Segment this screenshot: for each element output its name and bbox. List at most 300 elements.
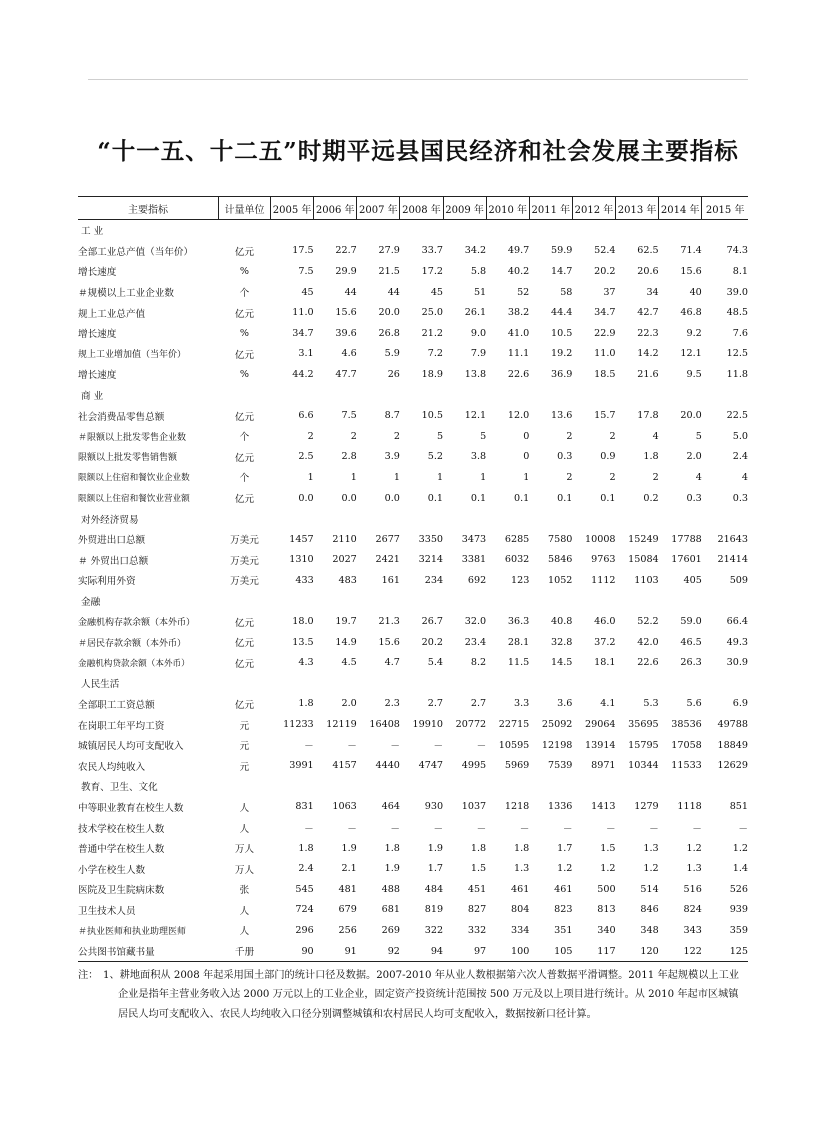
value-cell: 49.3 — [726, 636, 748, 648]
value-cell: 26.1 — [464, 307, 487, 319]
value-cell: － — [692, 823, 702, 835]
value-cell: 25.0 — [421, 307, 444, 319]
value-cell: － — [649, 823, 659, 835]
value-cell: 5846 — [548, 554, 573, 566]
value-cell — [443, 591, 486, 612]
value-cell: 7.2 — [427, 348, 444, 360]
indicator-name: 小学在校生人数 — [78, 864, 146, 876]
value-cell: 15795 — [628, 739, 659, 751]
value-cell: 2.0 — [686, 451, 702, 463]
value-cell: 5.6 — [686, 698, 702, 710]
value-cell: 44.4 — [551, 307, 573, 319]
value-cell — [659, 591, 702, 612]
value-cell: 17.5 — [292, 245, 314, 257]
value-cell: 120 — [616, 941, 659, 962]
value-cell: 11.0 — [594, 348, 616, 360]
value-cell: 52.2 — [637, 616, 659, 628]
value-cell: 9.5 — [686, 368, 702, 380]
column-header: 计量单位 — [218, 197, 270, 220]
value-cell: 464 — [381, 801, 400, 813]
value-cell — [314, 220, 357, 241]
value-cell — [443, 673, 486, 694]
value-cell: 7.5 — [298, 265, 314, 277]
value-cell: 831 — [295, 801, 314, 813]
value-cell: 4747 — [418, 760, 444, 772]
value-cell: 30.9 — [726, 657, 748, 669]
value-cell: 15249 — [628, 533, 659, 545]
value-cell: 1037 — [461, 801, 487, 813]
value-cell — [486, 508, 529, 529]
value-cell: 2 — [393, 430, 400, 442]
value-cell: 46.8 — [680, 307, 702, 319]
value-cell: 17058 — [671, 739, 702, 751]
value-cell: 34 — [646, 286, 659, 298]
value-cell: － — [562, 823, 573, 835]
footnote — [78, 966, 748, 1024]
value-cell: － — [476, 741, 487, 753]
value-cell: 10.5 — [421, 410, 444, 422]
value-cell: 26.8 — [378, 327, 400, 339]
unit-cell: 人 — [239, 905, 250, 917]
indicator-name: ＃ 外贸出口总额 — [78, 555, 149, 567]
value-cell: 7539 — [548, 760, 573, 772]
value-cell: 32.8 — [551, 636, 573, 648]
value-cell: 804 — [510, 904, 530, 916]
value-cell: 15.7 — [594, 410, 616, 422]
indicator-name: ＃规模以上工业企业数 — [78, 288, 174, 300]
value-cell: 1.5 — [600, 842, 616, 854]
value-cell: 322 — [424, 924, 444, 936]
value-cell: 74.3 — [726, 245, 748, 257]
unit-cell: 亿元 — [234, 349, 255, 361]
value-cell — [314, 385, 357, 406]
value-cell: 9763 — [591, 554, 616, 566]
header-rule — [88, 79, 748, 80]
value-cell: 2 — [566, 471, 573, 483]
value-cell: 15084 — [628, 554, 659, 566]
value-cell: 4995 — [461, 760, 487, 772]
value-cell: 9.0 — [470, 327, 487, 339]
indicator-name: 限额以上批发零售销售额 — [78, 453, 178, 464]
value-cell: 12198 — [541, 739, 573, 751]
value-cell: 51 — [473, 286, 487, 298]
value-cell: 18.1 — [594, 657, 616, 669]
value-cell: 2 — [609, 471, 616, 483]
value-cell: 1.8 — [514, 842, 530, 854]
value-cell — [572, 220, 615, 241]
value-cell — [702, 385, 748, 406]
value-cell: 42.7 — [637, 307, 659, 319]
value-cell: 59.9 — [551, 245, 573, 257]
value-cell: 10595 — [498, 739, 530, 751]
value-cell: 4 — [741, 471, 748, 483]
indicator-name: 城镇居民人均可支配收入 — [78, 741, 184, 753]
indicator-name: 人民生活 — [81, 679, 120, 691]
value-cell: 724 — [295, 904, 314, 916]
value-cell: 939 — [729, 904, 748, 916]
value-cell: 37 — [603, 286, 616, 298]
unit-cell — [218, 508, 270, 529]
value-cell: 0.0 — [384, 492, 400, 504]
unit-cell: 万美元 — [230, 535, 259, 547]
column-header: 2015 年 — [702, 197, 748, 220]
value-cell: 3.3 — [514, 698, 530, 710]
indicator-name: 金融机构存款余额（本外币） — [78, 618, 196, 629]
section-header-row — [78, 591, 748, 612]
value-cell: 2110 — [332, 533, 357, 545]
value-cell: 19.7 — [335, 616, 357, 628]
value-cell: 7580 — [548, 533, 573, 545]
value-cell: 21643 — [717, 533, 748, 545]
value-cell: 461 — [554, 883, 573, 895]
value-cell: 22.5 — [726, 410, 748, 422]
value-cell: 41.0 — [507, 327, 530, 339]
value-cell: 48.5 — [726, 307, 748, 319]
value-cell: 17601 — [671, 554, 702, 566]
value-cell: 1 — [350, 471, 357, 483]
value-cell: 351 — [554, 924, 573, 936]
value-cell: 34.7 — [594, 307, 616, 319]
value-cell: 45 — [301, 286, 314, 298]
value-cell: 117 — [572, 941, 615, 962]
unit-cell: 个 — [239, 473, 250, 485]
indicator-name: 实际利用外资 — [78, 576, 136, 588]
value-cell: － — [605, 823, 616, 835]
value-cell — [659, 385, 702, 406]
value-cell: 0.9 — [600, 451, 616, 463]
unit-cell: 张 — [239, 885, 250, 897]
indicator-name: 增长速度 — [78, 329, 117, 341]
unit-cell: % — [239, 368, 250, 380]
value-cell: 0.0 — [341, 492, 357, 504]
value-cell — [659, 508, 702, 529]
section-header-row — [78, 508, 748, 529]
value-cell — [400, 673, 443, 694]
value-cell — [314, 508, 357, 529]
value-cell: 484 — [424, 883, 444, 895]
value-cell: 340 — [597, 924, 616, 936]
value-cell: 44 — [344, 286, 357, 298]
unit-cell: 亿元 — [234, 494, 255, 506]
table-row — [78, 735, 748, 756]
value-cell: 0.1 — [470, 492, 487, 504]
footnote-text: 1、耕地面积从 2008 年起采用国土部门的统计口径及数据。2007-2010 年从业人数根据第六次人普数据平滑调整。2011 年起规模以上工业企业是指年主营业务收入达 2000 万元以上的工业企业，固定资产投资统计范围按 500 万元及以上项目进行统计。从 2010 年起市区城镇居民人均可支配收入、农民人均纯收入口径分别调整城镇和农村居民人均可支配收入，数据按新口径计算。 — [103, 970, 739, 1020]
value-cell: 20.0 — [680, 410, 702, 422]
value-cell: 49.7 — [507, 245, 530, 257]
table-row — [78, 714, 748, 735]
value-cell: 1.9 — [384, 863, 400, 875]
value-cell: 34.2 — [464, 245, 487, 257]
value-cell: 488 — [381, 883, 400, 895]
value-cell: 359 — [729, 924, 748, 936]
value-cell — [357, 591, 400, 612]
value-cell — [572, 776, 615, 797]
table-row — [78, 364, 748, 385]
value-cell — [616, 220, 659, 241]
value-cell: 18.0 — [292, 616, 314, 628]
indicator-name: 增长速度 — [78, 267, 117, 279]
value-cell: 1063 — [332, 801, 357, 813]
value-cell: 22.6 — [507, 368, 530, 380]
value-cell: 38.2 — [507, 307, 530, 319]
value-cell — [271, 508, 314, 529]
indicator-name: 中等职业教育在校生人数 — [78, 802, 184, 814]
value-cell: 22715 — [498, 719, 530, 731]
value-cell — [659, 776, 702, 797]
value-cell: 692 — [467, 574, 487, 586]
table-row — [78, 838, 748, 859]
value-cell: 20772 — [455, 719, 487, 731]
value-cell — [529, 220, 572, 241]
indicator-name: 卫生技术人员 — [78, 905, 136, 917]
unit-cell: 亿元 — [234, 658, 255, 670]
column-header: 2007 年 — [357, 197, 400, 220]
value-cell: 3.1 — [298, 348, 314, 360]
value-cell: 269 — [381, 924, 400, 936]
indicator-name: 公共图书馆藏书量 — [78, 941, 218, 962]
value-cell: 930 — [424, 801, 444, 813]
value-cell: 6.6 — [298, 410, 314, 422]
section-header-row — [78, 220, 748, 241]
value-cell — [357, 508, 400, 529]
value-cell: 5 — [436, 430, 444, 442]
value-cell: 12629 — [717, 760, 748, 772]
value-cell: 1.3 — [643, 842, 659, 854]
table-row — [78, 570, 748, 591]
table-row — [78, 858, 748, 879]
value-cell — [572, 591, 615, 612]
value-cell — [659, 220, 702, 241]
column-header: 2010 年 — [486, 197, 529, 220]
value-cell: － — [347, 741, 357, 753]
indicator-name: 规上工业总产值 — [78, 308, 146, 320]
table-row — [78, 323, 748, 344]
value-cell: 40.8 — [551, 616, 573, 628]
column-header: 2014 年 — [659, 197, 702, 220]
table-row — [78, 488, 748, 509]
value-cell: 36.9 — [551, 368, 573, 380]
value-cell: 846 — [640, 904, 659, 916]
value-cell: － — [738, 823, 748, 835]
value-cell: 509 — [729, 574, 748, 586]
value-cell: 15.6 — [680, 265, 702, 277]
value-cell: 91 — [314, 941, 357, 962]
value-cell: 22.7 — [335, 245, 357, 257]
value-cell — [357, 673, 400, 694]
value-cell: 32.0 — [464, 616, 487, 628]
value-cell: 105 — [529, 941, 572, 962]
value-cell: 5.8 — [470, 265, 487, 277]
value-cell: 20.6 — [637, 265, 659, 277]
value-cell — [400, 508, 443, 529]
value-cell: － — [347, 823, 357, 835]
value-cell: 2421 — [375, 554, 400, 566]
value-cell: 1.9 — [427, 842, 444, 854]
value-cell — [314, 776, 357, 797]
value-cell: 3473 — [461, 533, 487, 545]
value-cell: 1.2 — [686, 842, 702, 854]
value-cell: 2.3 — [384, 698, 400, 710]
value-cell: 824 — [683, 904, 702, 916]
value-cell: 451 — [467, 883, 487, 895]
value-cell — [486, 220, 529, 241]
value-cell: 11533 — [671, 760, 702, 772]
value-cell: 296 — [295, 924, 314, 936]
value-cell: 18.5 — [594, 368, 616, 380]
value-cell: 90 — [271, 941, 314, 962]
value-cell — [572, 385, 615, 406]
value-cell: 2 — [609, 430, 616, 442]
value-cell: 11.0 — [292, 307, 314, 319]
value-cell: 461 — [510, 883, 530, 895]
value-cell: 13914 — [585, 739, 616, 751]
value-cell: 21414 — [717, 554, 748, 566]
value-cell: 8.7 — [384, 410, 400, 422]
value-cell: 3.8 — [470, 451, 487, 463]
value-cell: 3350 — [418, 533, 444, 545]
value-cell — [443, 508, 486, 529]
value-cell: － — [390, 741, 400, 753]
value-cell: 2.7 — [470, 698, 487, 710]
indicator-name: 商 业 — [81, 391, 104, 403]
value-cell: 71.4 — [680, 245, 702, 257]
table-row — [78, 282, 748, 303]
page-title: “十一五、十二五”时期平远县国民经济和社会发展主要指标 — [97, 137, 739, 165]
indicator-name: ＃限额以上批发零售企业数 — [78, 432, 187, 443]
value-cell: 1.5 — [470, 863, 487, 875]
table-row — [78, 550, 748, 571]
value-cell: 16408 — [369, 719, 400, 731]
value-cell: 21.6 — [637, 368, 659, 380]
value-cell: 28.1 — [507, 636, 530, 648]
column-header: 2005 年 — [271, 197, 314, 220]
value-cell: 405 — [683, 574, 702, 586]
unit-cell: 个 — [239, 432, 250, 444]
value-cell — [529, 508, 572, 529]
value-cell — [702, 776, 748, 797]
value-cell: 36.3 — [507, 616, 530, 628]
value-cell: 21.3 — [378, 616, 400, 628]
unit-cell: 亿元 — [234, 308, 255, 320]
value-cell — [572, 508, 615, 529]
value-cell: 5.4 — [427, 657, 444, 669]
unit-cell: 万美元 — [230, 555, 259, 567]
value-cell — [616, 776, 659, 797]
value-cell — [486, 673, 529, 694]
value-cell — [443, 385, 486, 406]
value-cell: 19.2 — [551, 348, 573, 360]
value-cell: 26.7 — [421, 616, 444, 628]
value-cell — [529, 673, 572, 694]
value-cell: 17.8 — [637, 410, 659, 422]
value-cell: 40 — [689, 286, 702, 298]
value-cell: 59.0 — [680, 616, 702, 628]
value-cell — [271, 591, 314, 612]
value-cell: 2.4 — [732, 451, 748, 463]
indicator-name: 普通中学在校生人数 — [78, 844, 165, 856]
table-header-row — [78, 197, 748, 220]
value-cell — [271, 776, 314, 797]
table-row — [78, 447, 748, 468]
value-cell: 5.3 — [643, 698, 659, 710]
indicator-name: ＃居民存款余额（本外币） — [78, 638, 187, 649]
value-cell: 4.7 — [384, 657, 400, 669]
value-cell: 1.8 — [470, 842, 487, 854]
value-cell: 14.5 — [551, 657, 573, 669]
value-cell: 813 — [597, 904, 616, 916]
value-cell: 49788 — [717, 719, 748, 731]
value-cell: 14.2 — [637, 348, 659, 360]
value-cell: 23.4 — [464, 636, 487, 648]
value-cell — [529, 591, 572, 612]
value-cell: 12.0 — [507, 410, 530, 422]
value-cell: 18849 — [717, 739, 748, 751]
value-cell: 526 — [729, 883, 748, 895]
value-cell — [616, 385, 659, 406]
value-cell: 2.7 — [427, 698, 444, 710]
value-cell — [616, 673, 659, 694]
value-cell: 44.2 — [292, 368, 314, 380]
value-cell: 21.5 — [378, 265, 400, 277]
value-cell: － — [519, 823, 530, 835]
value-cell: 500 — [597, 883, 616, 895]
indicator-name: 农民人均纯收入 — [78, 761, 146, 773]
value-cell: 2.0 — [341, 698, 357, 710]
value-cell: 2.5 — [298, 451, 314, 463]
value-cell: 52.4 — [594, 245, 616, 257]
value-cell: 5.0 — [732, 430, 748, 442]
value-cell: 1.7 — [557, 842, 573, 854]
value-cell: 19910 — [412, 719, 444, 731]
value-cell: 334 — [510, 924, 530, 936]
value-cell: 1.2 — [643, 863, 659, 875]
value-cell: 4 — [652, 430, 659, 442]
value-cell: 332 — [467, 924, 487, 936]
indicators-table — [78, 196, 748, 962]
value-cell: 2.8 — [341, 451, 357, 463]
indicator-name: 对外经济贸易 — [81, 514, 139, 526]
indicator-name: 社会消费品零售总额 — [78, 411, 165, 423]
value-cell — [400, 220, 443, 241]
unit-cell — [218, 591, 270, 612]
value-cell: 35695 — [628, 719, 659, 731]
value-cell — [271, 385, 314, 406]
value-cell — [616, 591, 659, 612]
value-cell: 14.9 — [335, 636, 357, 648]
value-cell: 7.9 — [470, 348, 487, 360]
value-cell — [486, 385, 529, 406]
value-cell: 4440 — [375, 760, 400, 772]
value-cell: 15.6 — [335, 307, 357, 319]
value-cell — [702, 673, 748, 694]
value-cell: 0 — [523, 451, 530, 463]
value-cell: 26 — [387, 368, 400, 380]
value-cell: 4.6 — [341, 348, 357, 360]
value-cell: 3.6 — [557, 698, 573, 710]
indicator-name: 全部工业总产值（当年价） — [78, 246, 194, 258]
value-cell: 2.1 — [341, 863, 357, 875]
unit-cell: 千册 — [218, 941, 270, 962]
value-cell: 10008 — [585, 533, 616, 545]
value-cell: 4.1 — [600, 698, 616, 710]
indicator-name: 在岗职工年平均工资 — [78, 720, 165, 732]
value-cell: 7.5 — [341, 410, 357, 422]
value-cell: 11.5 — [507, 657, 530, 669]
unit-cell: 亿元 — [234, 411, 255, 423]
value-cell — [529, 385, 572, 406]
value-cell — [314, 591, 357, 612]
column-header: 2009 年 — [443, 197, 486, 220]
